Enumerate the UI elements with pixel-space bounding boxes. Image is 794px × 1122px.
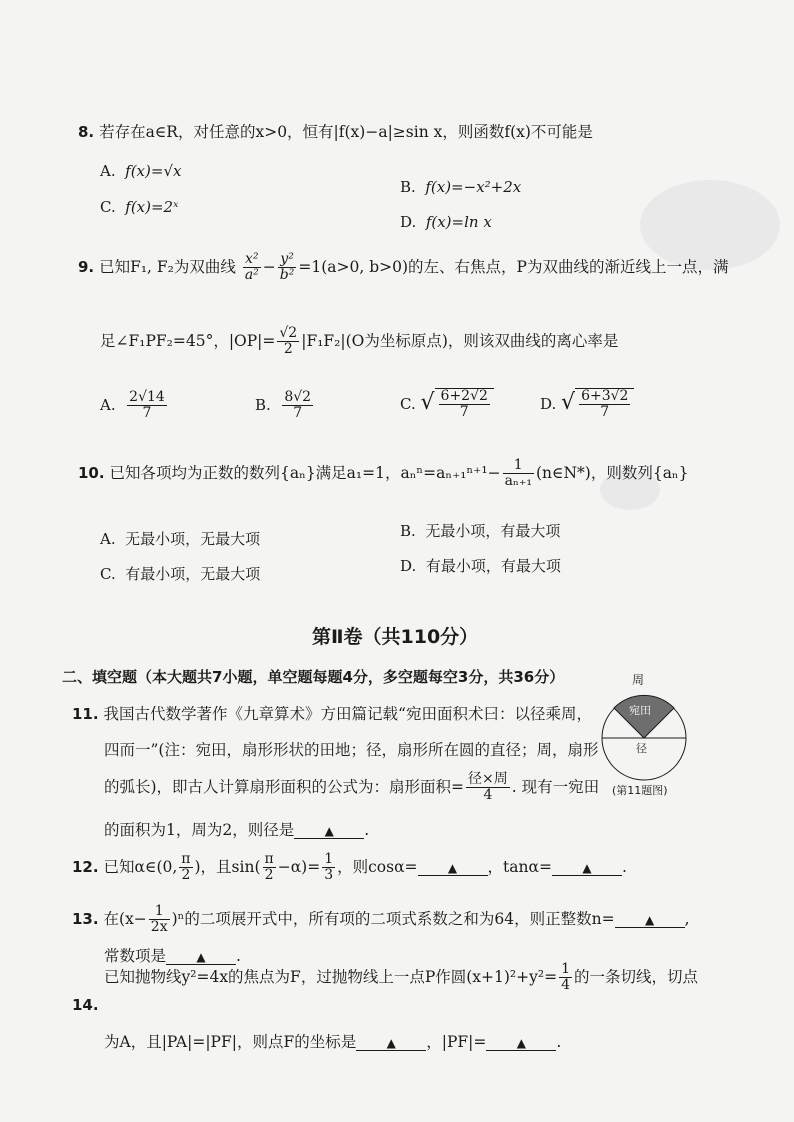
- part-2-title: 第Ⅱ卷（共110分）: [312, 626, 479, 648]
- question-9-line2: 足∠F₁PF₂=45°，|OP|= $\frac{√2}{2}$ |F₁F₂|(O为坐标原点)，则该双曲线的离心率是: [100, 325, 619, 358]
- figure-caption: (第11题图): [612, 784, 668, 797]
- q10-option-a: A. 无最小项，无最大项: [100, 530, 261, 548]
- question-11-line4: 的面积为1，周为2，则径是 ▲ .: [104, 821, 370, 839]
- question-11-line1: 11. 我国古代数学著作《九章算术》方田篇记载“宛田面积术曰：以径乘周，: [72, 705, 592, 723]
- answer-blank: ▲: [356, 1036, 426, 1051]
- q10-option-d: D. 有最小项，有最大项: [400, 557, 561, 575]
- section-2-header: 二、填空题（本大题共7小题，单空题每题4分，多空题每空3分，共36分）: [62, 668, 565, 686]
- question-14-line1: 已知抛物线y²=4x的焦点为F，过抛物线上一点P作圆(x+1)²+y²= $\frac{1}{4}$ 的一条切线，切点: [104, 961, 699, 994]
- q8-option-b: B. f(x)=−x²+2x: [400, 178, 522, 196]
- q10-option-c: C. 有最小项，无最大项: [100, 565, 261, 583]
- answer-blank: ▲: [552, 861, 622, 876]
- question-9-line1: 9. 已知F₁, F₂为双曲线 $\frac{\text{x²}}{\text{a²}}$ − $\frac{\text{y²}}{\text{b²}}$ =1(a>0, b>0)的左、右焦点，P为双曲线的渐近线上一点，满: [78, 251, 729, 284]
- question-11-line3: 的弧长)，即古人计算扇形面积的公式为：扇形面积= $\frac{\text{径×周}}{4}$ . 现有一宛田: [104, 771, 600, 804]
- q8-option-d: D. f(x)=ln x: [400, 213, 492, 231]
- q9-option-a: A. $\frac{2√14}{7}$: [100, 389, 165, 422]
- question-8-stem: 8. 若存在a∈R，对任意的x>0，恒有|f(x)−a|≥sin x，则函数f(x)不可能是: [78, 123, 593, 141]
- question-13-line2: 常数项是 ▲ .: [104, 947, 241, 965]
- fig-label-diameter: 径: [636, 742, 647, 755]
- question-13-line1: 13. 在(x− $\frac{1}{2x}$ )ⁿ的二项展开式中，所有项的二项式系数之和为64，则正整数n= ▲ ,: [72, 903, 690, 936]
- question-14-line2: 为A，且|PA|=|PF|，则点F的坐标是 ▲ ，|PF|= ▲ .: [104, 1033, 562, 1051]
- q9-option-c: C. √ $\frac{6+2√2}{7}$: [400, 388, 494, 421]
- question-14-number: 14.: [72, 996, 99, 1014]
- q8-option-a: A. f(x)=√x: [100, 162, 182, 180]
- answer-blank: ▲: [294, 824, 364, 839]
- q8-option-c: C. f(x)=2ˣ: [100, 198, 179, 216]
- answer-blank: ▲: [418, 861, 488, 876]
- fig-label-sector: 宛田: [629, 704, 651, 717]
- question-10-stem: 10. 已知各项均为正数的数列{aₙ}满足a₁=1，aₙⁿ=aₙ₊₁ⁿ⁺¹− $\frac{1}{\text{aₙ₊₁}}$ (n∈N*)，则数列{aₙ}: [78, 457, 689, 490]
- answer-blank: ▲: [615, 913, 685, 928]
- question-11-line2: 四而一”(注：宛田，扇形形状的田地；径，扇形所在圆的直径；周，扇形: [104, 741, 599, 759]
- q10-option-b: B. 无最小项，有最大项: [400, 522, 561, 540]
- sector-figure: [596, 668, 696, 796]
- q9-option-b: B. $\frac{8√2}{7}$: [255, 389, 312, 422]
- fig-label-arc: 周: [632, 673, 645, 687]
- answer-blank: ▲: [486, 1036, 556, 1051]
- q9-option-d: D. √ $\frac{6+3√2}{7}$: [540, 388, 634, 421]
- answer-blank: ▲: [166, 950, 236, 965]
- question-12: 12. 已知α∈(0, $\frac{\pi}{2}$ )，且sin( $\frac{\pi}{2}$ −α)= $\frac{1}{3}$ ，则cosα= ▲ ，tanα= ▲ .: [72, 851, 627, 884]
